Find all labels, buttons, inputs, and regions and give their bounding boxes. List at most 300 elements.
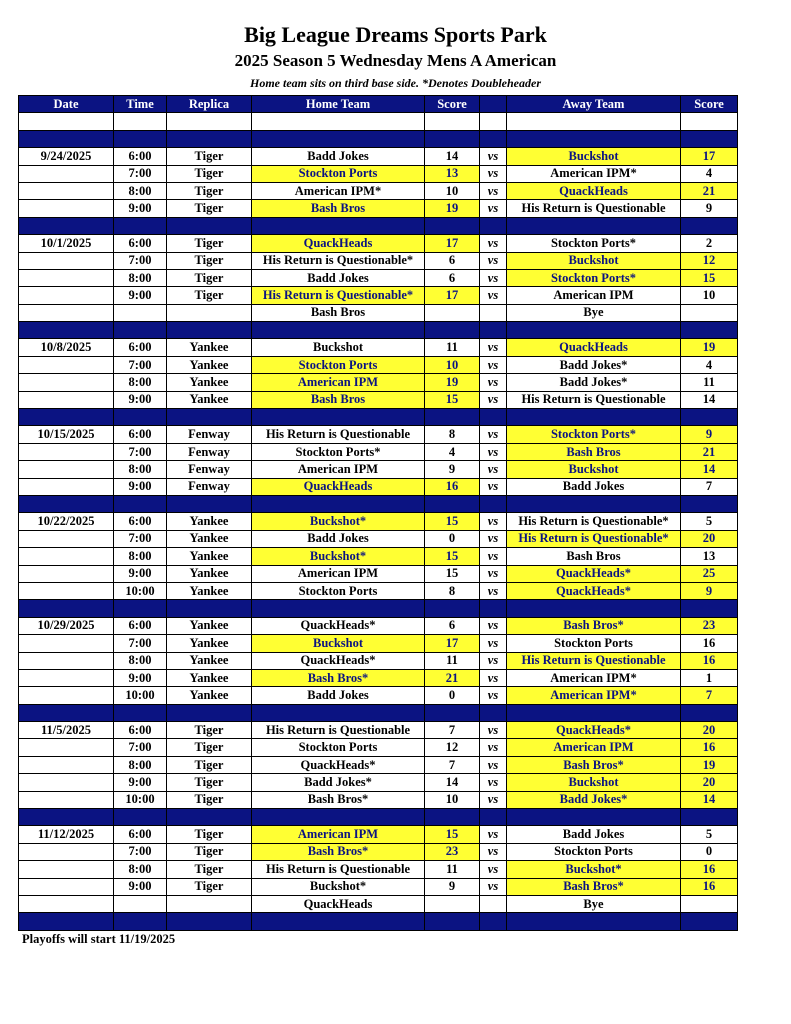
week-separator-cell xyxy=(252,217,425,234)
vs-label: vs xyxy=(480,426,507,443)
week-separator-cell xyxy=(252,130,425,147)
game-time: 8:00 xyxy=(114,652,167,669)
away-score: 25 xyxy=(681,565,738,582)
home-score: 6 xyxy=(425,252,480,269)
game-date xyxy=(19,391,114,408)
vs-label: vs xyxy=(480,148,507,165)
game-replica: Fenway xyxy=(167,478,252,495)
game-row xyxy=(19,182,738,199)
home-team: Badd Jokes xyxy=(252,148,425,165)
game-row xyxy=(19,669,738,686)
vs-label xyxy=(480,304,507,321)
home-team: Badd Jokes xyxy=(252,530,425,547)
week-separator-cell xyxy=(425,704,480,721)
game-replica: Yankee xyxy=(167,652,252,669)
blank-row-cell xyxy=(114,113,167,130)
away-team: American IPM* xyxy=(507,165,681,182)
home-score: 13 xyxy=(425,165,480,182)
game-time: 8:00 xyxy=(114,461,167,478)
home-team: Bash Bros* xyxy=(252,843,425,860)
game-row xyxy=(19,461,738,478)
week-separator-cell xyxy=(480,322,507,339)
header-row xyxy=(19,96,738,113)
page-title: Big League Dreams Sports Park xyxy=(244,22,547,47)
away-team: Stockton Ports* xyxy=(507,426,681,443)
away-score: 9 xyxy=(681,582,738,599)
game-time: 8:00 xyxy=(114,269,167,286)
game-replica: Tiger xyxy=(167,269,252,286)
home-score: 17 xyxy=(425,287,480,304)
home-team: Badd Jokes* xyxy=(252,774,425,791)
away-team: American IPM* xyxy=(507,687,681,704)
game-replica: Tiger xyxy=(167,165,252,182)
blank-row-cell xyxy=(252,113,425,130)
away-score: 14 xyxy=(681,461,738,478)
game-row xyxy=(19,339,738,356)
home-score: 10 xyxy=(425,791,480,808)
away-score: 14 xyxy=(681,391,738,408)
game-date xyxy=(19,582,114,599)
week-separator-cell xyxy=(167,913,252,930)
home-team: Stockton Ports* xyxy=(252,443,425,460)
week-separator-cell xyxy=(681,809,738,826)
week-separator-cell xyxy=(425,322,480,339)
week-separator-cell xyxy=(19,217,114,234)
blank-row-cell xyxy=(480,113,507,130)
game-replica: Tiger xyxy=(167,739,252,756)
game-time: 9:00 xyxy=(114,669,167,686)
game-date xyxy=(19,843,114,860)
week-separator-cell xyxy=(681,495,738,512)
vs-label: vs xyxy=(480,617,507,634)
game-time: 10:00 xyxy=(114,582,167,599)
game-replica: Yankee xyxy=(167,582,252,599)
away-team: Bye xyxy=(507,895,681,912)
week-separator xyxy=(19,600,738,617)
away-score: 7 xyxy=(681,687,738,704)
vs-label: vs xyxy=(480,478,507,495)
game-date xyxy=(19,565,114,582)
game-row xyxy=(19,426,738,443)
away-team: His Return is Questionable* xyxy=(507,530,681,547)
game-time: 9:00 xyxy=(114,200,167,217)
away-team: Buckshot xyxy=(507,252,681,269)
home-score: 21 xyxy=(425,669,480,686)
game-row xyxy=(19,826,738,843)
week-separator-cell xyxy=(167,809,252,826)
away-score: 19 xyxy=(681,339,738,356)
home-team: Buckshot xyxy=(252,635,425,652)
away-team: American IPM* xyxy=(507,669,681,686)
game-replica: Tiger xyxy=(167,843,252,860)
game-date xyxy=(19,861,114,878)
game-replica: Yankee xyxy=(167,356,252,373)
week-separator-cell xyxy=(480,409,507,426)
week-separator xyxy=(19,809,738,826)
game-row xyxy=(19,774,738,791)
game-row xyxy=(19,200,738,217)
week-separator-cell xyxy=(425,600,480,617)
away-score: 16 xyxy=(681,635,738,652)
game-date xyxy=(19,374,114,391)
home-score: 10 xyxy=(425,182,480,199)
away-team: Stockton Ports xyxy=(507,843,681,860)
week-separator-cell xyxy=(167,322,252,339)
blank-row-cell xyxy=(167,113,252,130)
away-score: 2 xyxy=(681,235,738,252)
vs-label: vs xyxy=(480,443,507,460)
away-score: 19 xyxy=(681,756,738,773)
week-separator xyxy=(19,704,738,721)
game-replica: Yankee xyxy=(167,530,252,547)
game-row xyxy=(19,878,738,895)
game-date xyxy=(19,739,114,756)
game-date: 11/12/2025 xyxy=(19,826,114,843)
away-score: 9 xyxy=(681,426,738,443)
vs-label: vs xyxy=(480,339,507,356)
game-replica: Yankee xyxy=(167,669,252,686)
game-row xyxy=(19,148,738,165)
game-row xyxy=(19,739,738,756)
week-separator-cell xyxy=(425,217,480,234)
home-score: 6 xyxy=(425,617,480,634)
away-score: 4 xyxy=(681,356,738,373)
game-replica: Tiger xyxy=(167,200,252,217)
game-row xyxy=(19,374,738,391)
game-date xyxy=(19,200,114,217)
week-separator-cell xyxy=(167,600,252,617)
away-team: Stockton Ports* xyxy=(507,235,681,252)
away-team: QuackHeads xyxy=(507,182,681,199)
week-separator-cell xyxy=(507,495,681,512)
home-score: 16 xyxy=(425,478,480,495)
week-separator-cell xyxy=(114,217,167,234)
col-date: Date xyxy=(19,96,114,113)
game-replica xyxy=(167,895,252,912)
game-row xyxy=(19,861,738,878)
week-separator xyxy=(19,217,738,234)
home-team: American IPM xyxy=(252,461,425,478)
game-date: 11/5/2025 xyxy=(19,722,114,739)
week-separator-cell xyxy=(114,704,167,721)
game-replica: Yankee xyxy=(167,374,252,391)
away-score: 21 xyxy=(681,443,738,460)
game-replica: Fenway xyxy=(167,461,252,478)
away-score: 13 xyxy=(681,548,738,565)
week-separator-cell xyxy=(252,704,425,721)
vs-label: vs xyxy=(480,548,507,565)
game-date: 10/1/2025 xyxy=(19,235,114,252)
vs-label: vs xyxy=(480,235,507,252)
home-score xyxy=(425,304,480,321)
game-date: 10/8/2025 xyxy=(19,339,114,356)
home-team: American IPM* xyxy=(252,182,425,199)
week-separator xyxy=(19,495,738,512)
away-team: Buckshot xyxy=(507,774,681,791)
home-team: His Return is Questionable xyxy=(252,722,425,739)
away-team: Bye xyxy=(507,304,681,321)
game-row xyxy=(19,582,738,599)
col-home-team: Home Team xyxy=(252,96,425,113)
vs-label: vs xyxy=(480,652,507,669)
home-score: 11 xyxy=(425,339,480,356)
game-date xyxy=(19,756,114,773)
home-team: Badd Jokes xyxy=(252,687,425,704)
week-separator-cell xyxy=(425,913,480,930)
week-separator-cell xyxy=(507,322,681,339)
home-team: American IPM xyxy=(252,565,425,582)
game-date xyxy=(19,269,114,286)
vs-label: vs xyxy=(480,200,507,217)
home-team: QuackHeads xyxy=(252,478,425,495)
col-replica: Replica xyxy=(167,96,252,113)
week-separator-cell xyxy=(252,409,425,426)
away-score: 20 xyxy=(681,722,738,739)
game-replica: Fenway xyxy=(167,443,252,460)
game-time: 6:00 xyxy=(114,722,167,739)
home-team: Stockton Ports xyxy=(252,165,425,182)
game-replica: Yankee xyxy=(167,548,252,565)
week-separator-cell xyxy=(507,600,681,617)
week-separator-cell xyxy=(19,704,114,721)
home-team: Bash Bros* xyxy=(252,791,425,808)
game-row xyxy=(19,478,738,495)
week-separator-cell xyxy=(167,130,252,147)
game-date xyxy=(19,478,114,495)
away-team: His Return is Questionable xyxy=(507,200,681,217)
away-team: His Return is Questionable xyxy=(507,391,681,408)
away-score: 4 xyxy=(681,165,738,182)
away-team: Buckshot xyxy=(507,461,681,478)
vs-label: vs xyxy=(480,356,507,373)
away-score: 17 xyxy=(681,148,738,165)
away-team: Badd Jokes xyxy=(507,478,681,495)
game-row xyxy=(19,287,738,304)
game-date xyxy=(19,687,114,704)
game-time: 6:00 xyxy=(114,617,167,634)
away-score xyxy=(681,895,738,912)
home-score: 7 xyxy=(425,756,480,773)
home-score xyxy=(425,895,480,912)
vs-label: vs xyxy=(480,391,507,408)
vs-label: vs xyxy=(480,374,507,391)
week-separator-cell xyxy=(252,600,425,617)
away-score: 16 xyxy=(681,861,738,878)
game-date xyxy=(19,548,114,565)
week-separator-cell xyxy=(681,409,738,426)
game-date xyxy=(19,878,114,895)
home-team: QuackHeads xyxy=(252,235,425,252)
game-row xyxy=(19,756,738,773)
away-score: 5 xyxy=(681,826,738,843)
vs-label: vs xyxy=(480,269,507,286)
week-separator xyxy=(19,409,738,426)
week-separator-cell xyxy=(252,913,425,930)
game-date xyxy=(19,461,114,478)
game-date xyxy=(19,895,114,912)
week-separator xyxy=(19,130,738,147)
game-replica: Fenway xyxy=(167,426,252,443)
vs-label xyxy=(480,895,507,912)
home-team: Bash Bros xyxy=(252,391,425,408)
away-team: QuackHeads* xyxy=(507,582,681,599)
home-team: QuackHeads* xyxy=(252,617,425,634)
home-team: American IPM xyxy=(252,826,425,843)
game-row xyxy=(19,530,738,547)
week-separator-cell xyxy=(252,495,425,512)
game-time: 6:00 xyxy=(114,826,167,843)
game-time: 9:00 xyxy=(114,565,167,582)
week-separator-cell xyxy=(681,130,738,147)
home-score: 9 xyxy=(425,878,480,895)
away-team: His Return is Questionable xyxy=(507,652,681,669)
away-score: 14 xyxy=(681,791,738,808)
week-separator-cell xyxy=(681,217,738,234)
away-score xyxy=(681,304,738,321)
game-row xyxy=(19,722,738,739)
away-score: 21 xyxy=(681,182,738,199)
week-separator-cell xyxy=(425,130,480,147)
away-score: 7 xyxy=(681,478,738,495)
game-time: 6:00 xyxy=(114,513,167,530)
game-row xyxy=(19,443,738,460)
game-date xyxy=(19,356,114,373)
game-replica: Yankee xyxy=(167,617,252,634)
week-separator-cell xyxy=(425,409,480,426)
week-separator-cell xyxy=(19,600,114,617)
game-time: 10:00 xyxy=(114,687,167,704)
game-date xyxy=(19,304,114,321)
home-score: 15 xyxy=(425,565,480,582)
playoffs-note: Playoffs will start 11/19/2025 xyxy=(22,932,176,946)
home-score: 10 xyxy=(425,356,480,373)
vs-label: vs xyxy=(480,565,507,582)
game-date xyxy=(19,530,114,547)
game-replica xyxy=(167,304,252,321)
game-replica: Tiger xyxy=(167,791,252,808)
home-score: 15 xyxy=(425,826,480,843)
week-separator-cell xyxy=(114,495,167,512)
game-date xyxy=(19,774,114,791)
away-team: Buckshot xyxy=(507,148,681,165)
week-separator-cell xyxy=(114,409,167,426)
vs-label: vs xyxy=(480,687,507,704)
vs-label: vs xyxy=(480,287,507,304)
game-time: 8:00 xyxy=(114,548,167,565)
game-replica: Yankee xyxy=(167,391,252,408)
game-replica: Tiger xyxy=(167,774,252,791)
week-separator-cell xyxy=(252,322,425,339)
game-time: 6:00 xyxy=(114,148,167,165)
week-separator-cell xyxy=(167,495,252,512)
vs-label: vs xyxy=(480,756,507,773)
schedule-table xyxy=(18,95,738,931)
week-separator-cell xyxy=(19,809,114,826)
game-replica: Tiger xyxy=(167,756,252,773)
home-team: Buckshot* xyxy=(252,878,425,895)
home-team: Bash Bros xyxy=(252,200,425,217)
game-row xyxy=(19,548,738,565)
away-team: Badd Jokes* xyxy=(507,374,681,391)
game-replica: Tiger xyxy=(167,252,252,269)
game-time: 8:00 xyxy=(114,374,167,391)
game-date xyxy=(19,635,114,652)
game-row xyxy=(19,791,738,808)
vs-label: vs xyxy=(480,791,507,808)
game-replica: Yankee xyxy=(167,339,252,356)
away-score: 15 xyxy=(681,269,738,286)
home-score: 15 xyxy=(425,548,480,565)
game-date xyxy=(19,287,114,304)
week-separator-cell xyxy=(252,809,425,826)
vs-label: vs xyxy=(480,739,507,756)
vs-label: vs xyxy=(480,722,507,739)
game-time: 9:00 xyxy=(114,774,167,791)
week-separator-cell xyxy=(167,409,252,426)
game-replica: Tiger xyxy=(167,861,252,878)
home-score: 17 xyxy=(425,235,480,252)
home-team: Stockton Ports xyxy=(252,582,425,599)
home-score: 7 xyxy=(425,722,480,739)
game-row xyxy=(19,269,738,286)
home-score: 4 xyxy=(425,443,480,460)
bye-row xyxy=(19,895,738,912)
blank-row-cell xyxy=(507,113,681,130)
week-separator xyxy=(19,913,738,930)
week-separator-cell xyxy=(507,704,681,721)
game-row xyxy=(19,635,738,652)
away-score: 11 xyxy=(681,374,738,391)
week-separator-cell xyxy=(480,704,507,721)
week-separator-cell xyxy=(480,913,507,930)
away-team: Bash Bros xyxy=(507,548,681,565)
week-separator-cell xyxy=(480,809,507,826)
vs-label: vs xyxy=(480,165,507,182)
week-separator-cell xyxy=(507,409,681,426)
away-team: Bash Bros* xyxy=(507,878,681,895)
vs-label: vs xyxy=(480,826,507,843)
game-replica: Tiger xyxy=(167,878,252,895)
game-date xyxy=(19,791,114,808)
home-score: 23 xyxy=(425,843,480,860)
game-replica: Yankee xyxy=(167,565,252,582)
away-score: 12 xyxy=(681,252,738,269)
game-time: 7:00 xyxy=(114,739,167,756)
vs-label: vs xyxy=(480,774,507,791)
game-row xyxy=(19,843,738,860)
vs-label: vs xyxy=(480,252,507,269)
week-separator-cell xyxy=(19,409,114,426)
week-separator-cell xyxy=(114,913,167,930)
game-time: 7:00 xyxy=(114,635,167,652)
game-time xyxy=(114,895,167,912)
week-separator-cell xyxy=(480,495,507,512)
away-team: Badd Jokes xyxy=(507,826,681,843)
game-date: 10/22/2025 xyxy=(19,513,114,530)
home-score: 17 xyxy=(425,635,480,652)
vs-label: vs xyxy=(480,461,507,478)
home-score: 15 xyxy=(425,391,480,408)
game-time xyxy=(114,304,167,321)
game-time: 9:00 xyxy=(114,287,167,304)
away-team: Stockton Ports* xyxy=(507,269,681,286)
game-time: 9:00 xyxy=(114,878,167,895)
week-separator-cell xyxy=(19,913,114,930)
vs-label: vs xyxy=(480,513,507,530)
home-score: 11 xyxy=(425,652,480,669)
home-score: 11 xyxy=(425,861,480,878)
away-score: 16 xyxy=(681,878,738,895)
